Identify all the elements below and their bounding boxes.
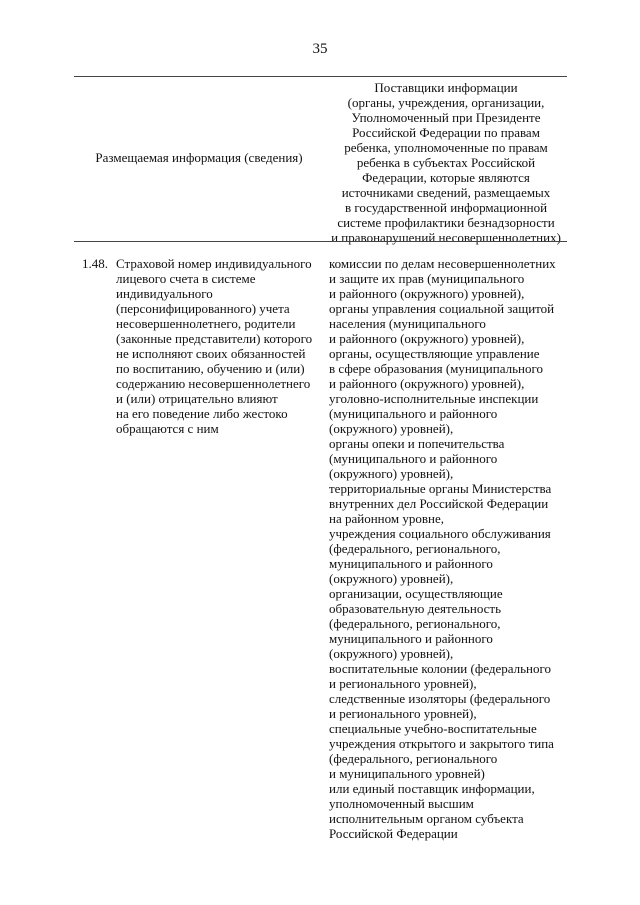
header-providers-line: ребенка в субъектах Российской — [356, 155, 536, 170]
row-providers-line: населения (муниципального — [329, 316, 486, 331]
row-providers-line: (окружного) уровней), — [329, 571, 454, 586]
header-providers-line: ребенка, уполномоченные по правам — [344, 140, 548, 155]
row-providers-line: и муниципального уровней) — [329, 766, 485, 781]
row-providers-line: и районного (окружного) уровней), — [329, 331, 525, 346]
header-providers-line: системе профилактики безнадзорности — [337, 215, 555, 230]
row-providers-line: (окружного) уровней), — [329, 646, 454, 661]
row-providers-line: и районного (окружного) уровней), — [329, 376, 525, 391]
row-info-text — [116, 256, 321, 436]
header-bottom-rule — [74, 241, 567, 242]
row-providers-line: исполнительным органом субъекта — [329, 811, 524, 826]
row-providers-line: и защите их прав (муниципального — [329, 271, 525, 286]
row-providers-line: территориальные органы Министерства — [329, 481, 552, 496]
row-providers-line: органы, осуществляющие управление — [329, 346, 540, 361]
row-info-line: обращаются с ним — [116, 421, 219, 436]
header-providers-line: и правонарушений несовершеннолетних) — [331, 230, 561, 245]
row-info-line: несовершеннолетнего, родители — [116, 316, 296, 331]
row-info-line: индивидуального — [116, 286, 213, 301]
row-providers-line: (окружного) уровней), — [329, 421, 454, 436]
header-providers-column — [325, 80, 567, 245]
header-providers-line: в государственной информационной — [344, 200, 548, 215]
header-providers-line: Уполномоченный при Президенте — [351, 110, 541, 125]
row-providers-line: Российской Федерации — [329, 826, 458, 841]
row-info-line: и (или) отрицательно влияют — [116, 391, 278, 406]
header-providers-line: Поставщики информации — [374, 80, 518, 95]
header-providers-line: Федерации, которые являются — [362, 170, 530, 185]
header-providers-line: Российской Федерации по правам — [352, 125, 540, 140]
row-providers-line: муниципального и районного — [329, 556, 493, 571]
row-info-line: по воспитанию, обучению и (или) — [116, 361, 305, 376]
row-providers-line: органы опеки и попечительства — [329, 436, 505, 451]
row-providers-line: комиссии по делам несовершеннолетних — [329, 256, 556, 271]
row-providers-line: следственные изоляторы (федерального — [329, 691, 551, 706]
row-providers-line: на районном уровне, — [329, 511, 444, 526]
row-providers-line: организации, осуществляющие — [329, 586, 503, 601]
header-info-column: Размещаемая информация (сведения) — [95, 150, 303, 165]
row-providers-line: (муниципального и районного — [329, 451, 498, 466]
row-info-line: (законные представители) которого — [116, 331, 313, 346]
row-number: 1.48. — [82, 256, 108, 271]
table-top-rule — [74, 76, 567, 77]
row-info-line: лицевого счета в системе — [116, 271, 256, 286]
row-providers-line: учреждения социального обслуживания — [329, 526, 551, 541]
row-info-line: содержанию несовершеннолетнего — [116, 376, 311, 391]
row-info-line: Страховой номер индивидуального — [116, 256, 312, 271]
row-providers-line: и регионального уровней), — [329, 676, 477, 691]
header-providers-line: источниками сведений, размещаемых — [341, 185, 551, 200]
row-info-line: не исполняют своих обязанностей — [116, 346, 306, 361]
row-providers-line: специальные учебно-воспитательные — [329, 721, 537, 736]
row-providers-line: (федерального, регионального, — [329, 541, 501, 556]
row-providers-text — [329, 256, 569, 841]
row-providers-line: органы управления социальной защитой — [329, 301, 555, 316]
row-providers-line: внутренних дел Российской Федерации — [329, 496, 549, 511]
row-providers-line: (федерального, регионального — [329, 751, 498, 766]
row-providers-line: муниципального и районного — [329, 631, 493, 646]
row-providers-line: учреждения открытого и закрытого типа — [329, 736, 554, 751]
page-number: 35 — [312, 41, 328, 57]
row-providers-line: (окружного) уровней), — [329, 466, 454, 481]
row-providers-line: и регионального уровней), — [329, 706, 477, 721]
row-providers-line: (муниципального и районного — [329, 406, 498, 421]
row-providers-line: (федерального, регионального, — [329, 616, 501, 631]
row-providers-line: уполномоченный высшим — [329, 796, 474, 811]
header-providers-line: (органы, учреждения, организации, — [347, 95, 545, 110]
row-providers-line: в сфере образования (муниципального — [329, 361, 543, 376]
row-providers-line: образовательную деятельность — [329, 601, 502, 616]
row-info-line: на его поведение либо жестоко — [116, 406, 288, 421]
row-providers-line: и районного (окружного) уровней), — [329, 286, 525, 301]
row-info-line: (персонифицированного) учета — [116, 301, 290, 316]
row-providers-line: воспитательные колонии (федерального — [329, 661, 552, 676]
row-providers-line: уголовно-исполнительные инспекции — [329, 391, 539, 406]
row-providers-line: или единый поставщик информации, — [329, 781, 535, 796]
